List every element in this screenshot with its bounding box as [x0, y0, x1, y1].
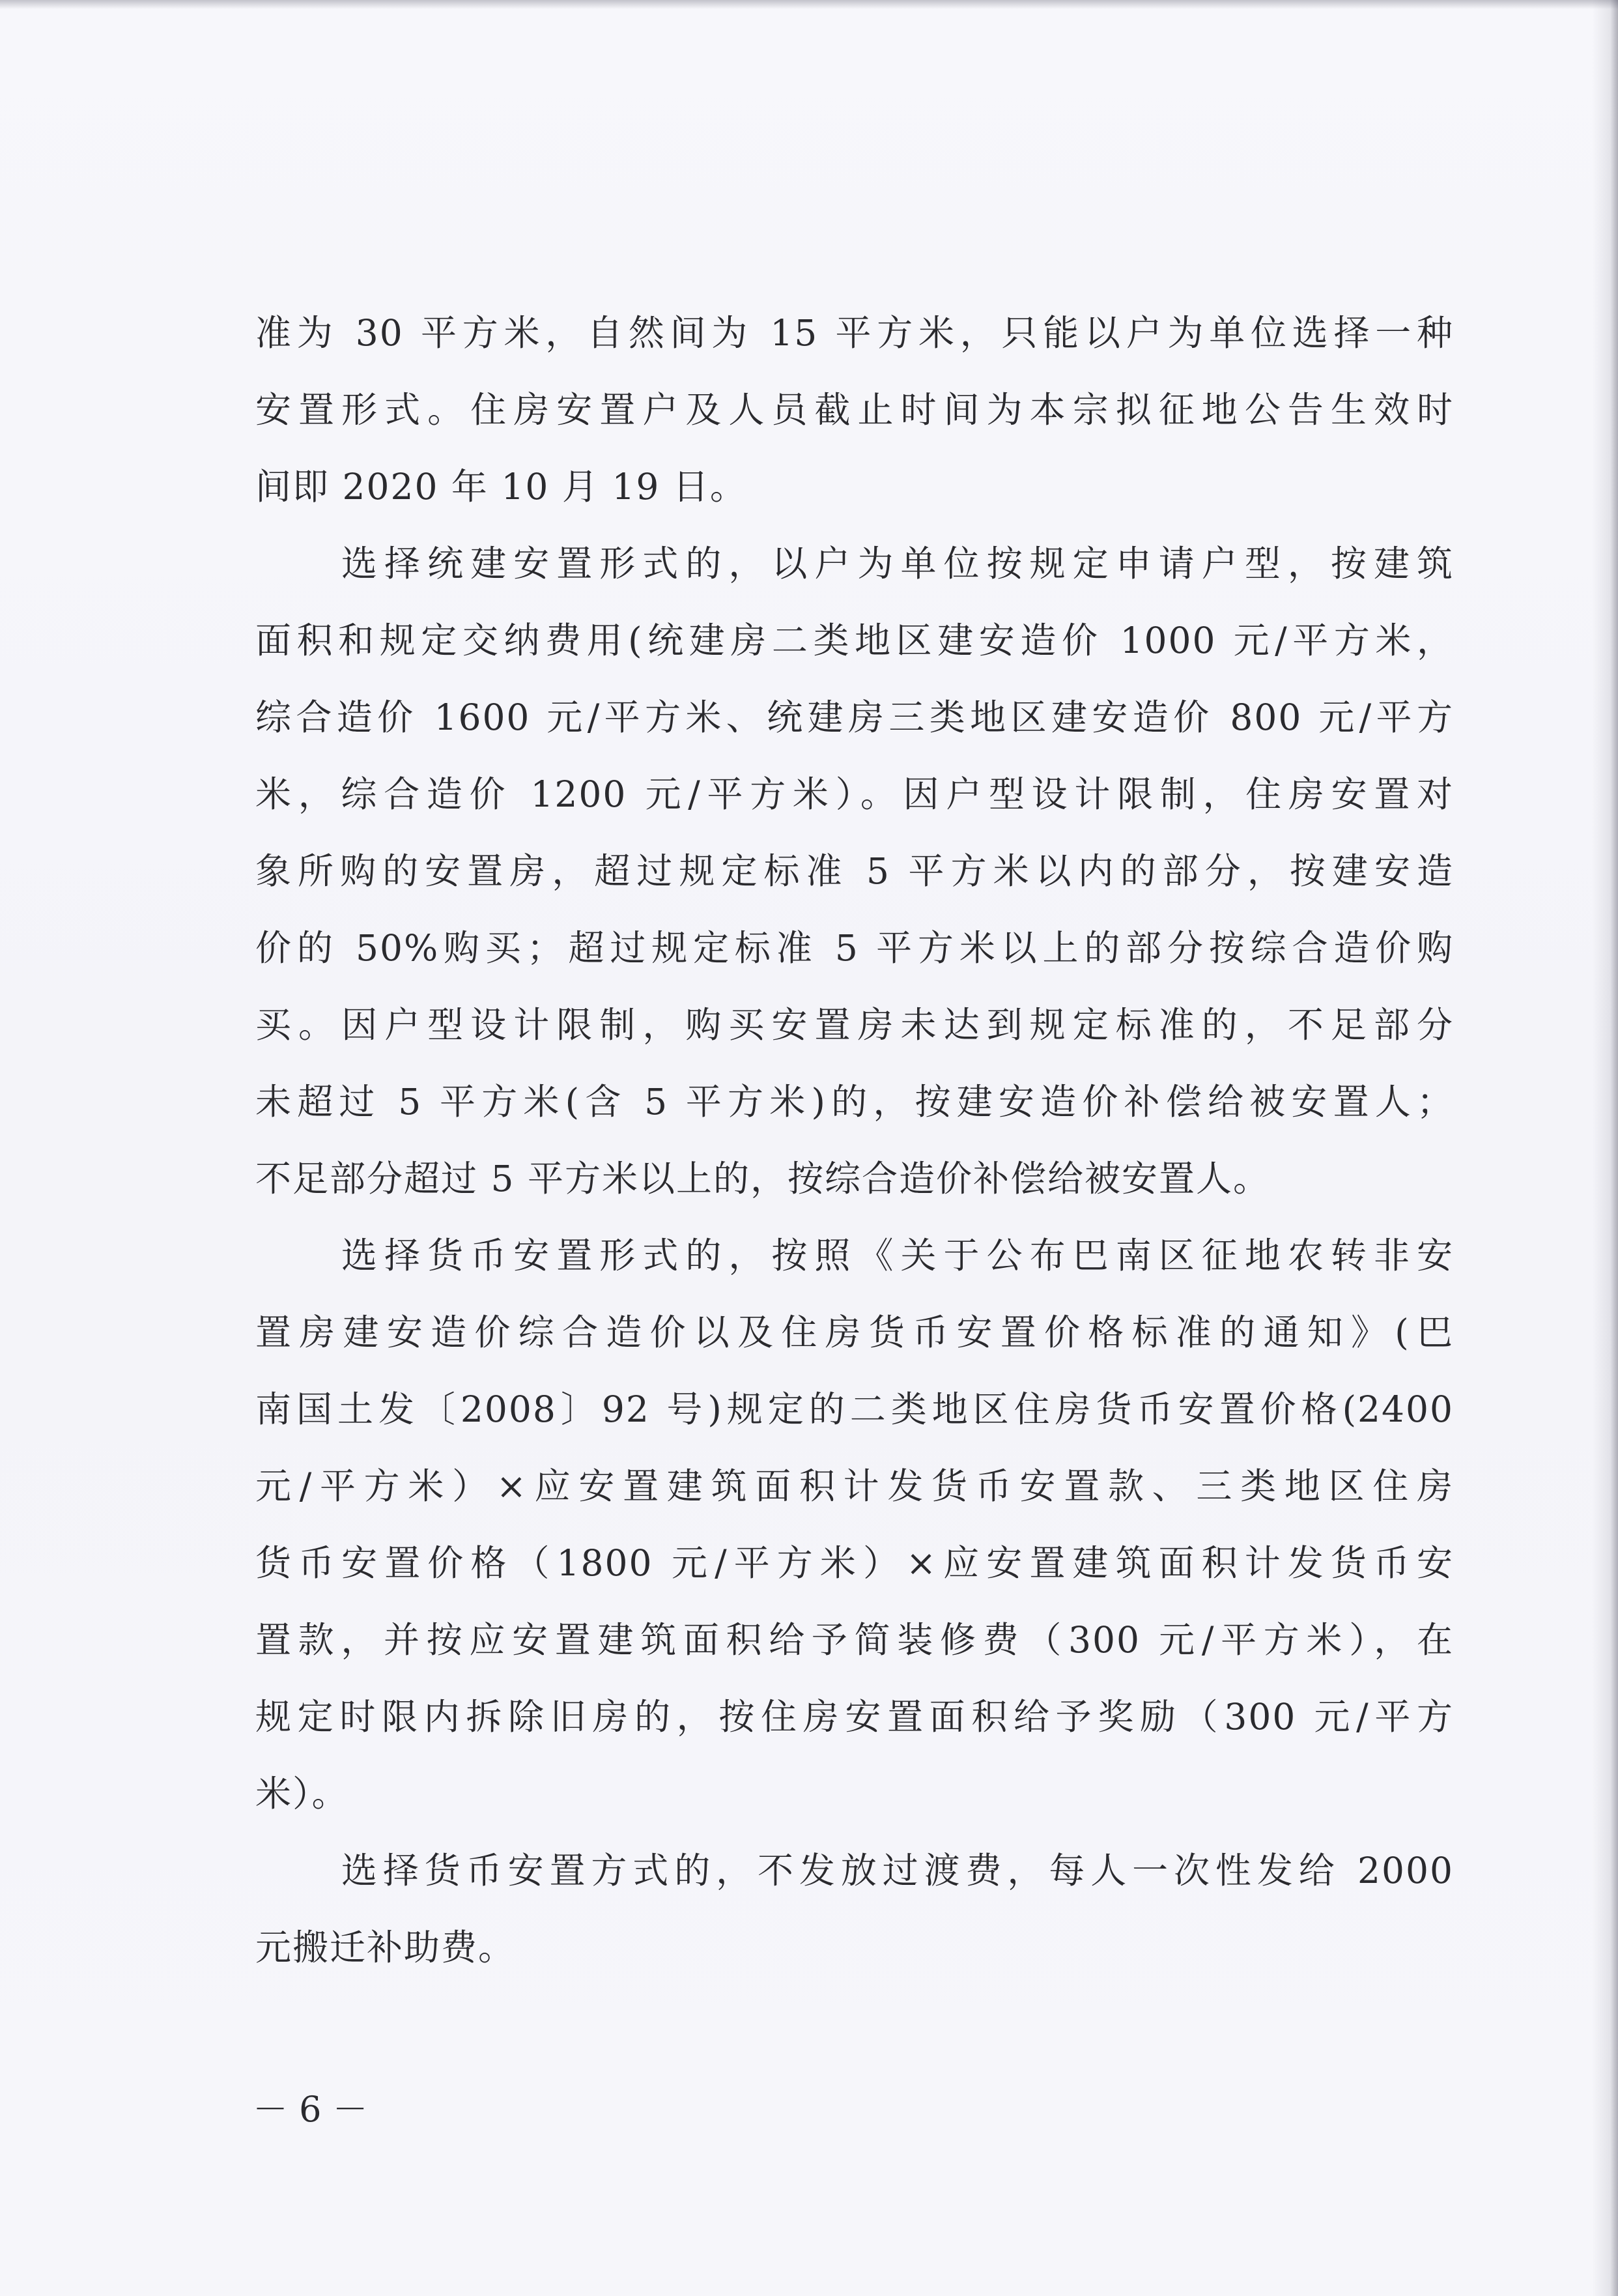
text-line: 综合造价 1600 元/平方米、统建房三类地区建安造价 800 元/平方 — [255, 696, 1454, 738]
text-line: 价的 50%购买；超过规定标准 5 平方米以上的部分按综合造价购 — [255, 927, 1454, 969]
text-line: 安置形式。住房安置户及人员截止时间为本宗拟征地公告生效时 — [255, 389, 1454, 431]
text-line: 未超过 5 平方米(含 5 平方米)的，按建安造价补偿给被安置人； — [255, 1081, 1454, 1123]
paragraph-start-line: 选择货币安置形式的，按照《关于公布巴南区征地农转非安 — [341, 1235, 1454, 1276]
document-body — [255, 294, 1454, 1986]
text-line: 米）。 — [255, 1773, 349, 1815]
text-line: 面积和规定交纳费用(统建房二类地区建安造价 1000 元/平方米， — [255, 620, 1454, 661]
text-line: 置款，并按应安置建筑面积给予简装修费（300 元/平方米），在 — [255, 1619, 1454, 1661]
paragraph-start-line: 选择货币安置方式的，不发放过渡费，每人一次性发给 2000 — [341, 1850, 1454, 1891]
scan-top-shadow — [0, 0, 1618, 9]
scan-right-shadow — [1592, 0, 1618, 2296]
text-line: 买。因户型设计限制，购买安置房未达到规定标准的，不足部分 — [255, 1004, 1454, 1046]
text-line: 元/平方米）×应安置建筑面积计发货币安置款、三类地区住房 — [255, 1465, 1454, 1507]
text-line: 米，综合造价 1200 元/平方米）。因户型设计限制，住房安置对 — [255, 773, 1454, 815]
text-line: 规定时限内拆除旧房的，按住房安置面积给予奖励（300 元/平方 — [255, 1696, 1454, 1738]
text-line: 象所购的安置房，超过规定标准 5 平方米以内的部分，按建安造 — [255, 850, 1454, 892]
text-line: 元搬迁补助费。 — [255, 1927, 516, 1968]
text-line: 间即 2020 年 10 月 19 日。 — [255, 466, 747, 508]
paragraph-start-line: 选择统建安置形式的，以户为单位按规定申请户型，按建筑 — [341, 543, 1454, 584]
text-line: 置房建安造价综合造价以及住房货币安置价格标准的通知》(巴 — [255, 1312, 1454, 1353]
page-number: － 6 － — [253, 2089, 368, 2130]
text-line: 不足部分超过 5 平方米以上的，按综合造价补偿给被安置人。 — [255, 1158, 1270, 1199]
text-line: 南国土发〔2008〕92 号)规定的二类地区住房货币安置价格(2400 — [255, 1388, 1454, 1430]
text-line: 准为 30 平方米，自然间为 15 平方米，只能以户为单位选择一种 — [255, 312, 1454, 354]
text-line: 货币安置价格（1800 元/平方米）×应安置建筑面积计发货币安 — [255, 1542, 1454, 1584]
